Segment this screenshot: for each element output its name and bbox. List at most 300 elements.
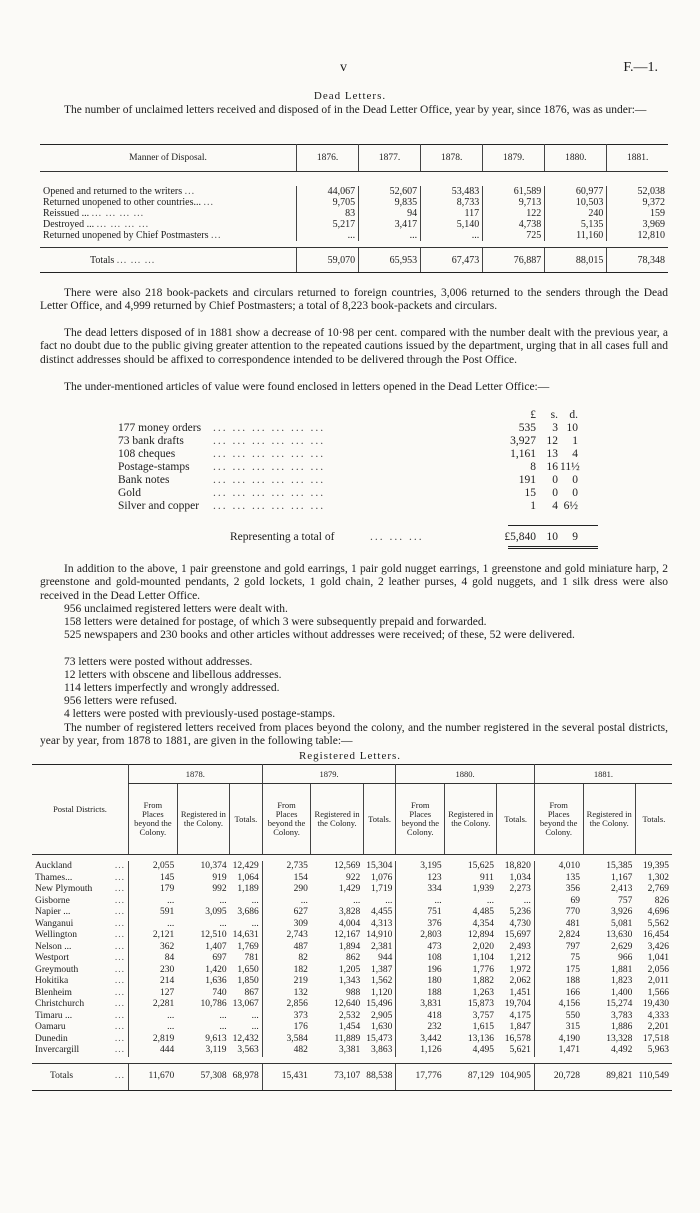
totals-label xyxy=(40,248,297,273)
registered-letters-title: Registered Letters. xyxy=(298,750,402,762)
table-cell: 1,566 xyxy=(647,987,669,998)
table-cell: 3,195 xyxy=(396,861,445,873)
table-row xyxy=(32,965,672,977)
table-cell: 1,823 xyxy=(611,976,633,987)
table-cell: 2,819 xyxy=(129,1034,178,1046)
table-cell: 61,589 xyxy=(483,186,545,197)
table-cell: 3,969 xyxy=(607,219,668,230)
table-cell: 2,856 xyxy=(262,999,311,1011)
district-cell xyxy=(32,896,129,908)
leader-dots: ... ... ... ... ... ... xyxy=(213,461,326,473)
district-name: Blenheim xyxy=(35,987,72,998)
table-cell: 154 xyxy=(262,873,311,885)
pence-value: 4 xyxy=(572,448,578,460)
table-cell: 10,786 xyxy=(200,999,227,1010)
table-row xyxy=(32,861,672,873)
pence-value: 1 xyxy=(572,435,578,447)
district-cell xyxy=(32,907,129,919)
total-cell: 67,473 xyxy=(421,248,483,273)
year-header: 1881. xyxy=(534,765,672,784)
table-cell: 16,454 xyxy=(642,930,669,941)
table-row xyxy=(32,919,672,931)
sub-header: Totals. xyxy=(363,784,396,855)
table-cell: 757 xyxy=(618,895,633,906)
table-cell: 1,776 xyxy=(472,964,494,975)
table-cell: ... xyxy=(523,895,531,906)
valuable-label: 73 bank drafts xyxy=(118,435,184,447)
table-cell: 19,704 xyxy=(504,999,531,1010)
decrease-paragraph: The dead letters disposed of in 1881 show a decrease of 10·98 per cent. compared with the number dealt with the previous year, a fact no doubt due to the public giving greater attention to the repeated cautions issued by the department, urging that in all cases full and distinct addresses should be affixed to correspondence intended to be delivered through the Post Office. xyxy=(40,327,668,366)
sub-header: Registered in the Colony. xyxy=(177,784,229,855)
sum-rule xyxy=(508,525,598,526)
table-cell: 1,167 xyxy=(611,872,633,883)
table-cell: 9,835 xyxy=(359,197,421,208)
total-cell: 57,308 xyxy=(177,1063,229,1090)
table-cell: 1,263 xyxy=(472,987,494,998)
sub-header: Registered in the Colony. xyxy=(311,784,363,855)
table-cell: 10,374 xyxy=(200,861,227,872)
table-cell: ... xyxy=(129,1022,178,1034)
district-name: New Plymouth xyxy=(35,884,93,895)
table-cell: 5,621 xyxy=(509,1045,531,1056)
table-cell: ... xyxy=(251,895,259,906)
district-cell xyxy=(32,873,129,885)
valuables-header xyxy=(118,409,598,422)
table-cell: 1,894 xyxy=(338,941,361,952)
row-label xyxy=(40,208,297,219)
district-cell xyxy=(32,976,129,988)
district-name: Dunedin xyxy=(35,1033,68,1044)
shillings-value: 12 xyxy=(546,435,558,447)
district-name: Napier ... xyxy=(35,907,71,918)
table-cell: 12,569 xyxy=(334,861,361,872)
table-row xyxy=(40,186,668,197)
table-cell: 725 xyxy=(483,230,545,241)
table-cell: 944 xyxy=(378,953,393,964)
pounds-header: £ xyxy=(530,409,536,421)
table-cell: 12,432 xyxy=(232,1033,259,1044)
table-cell: 4,738 xyxy=(483,219,545,230)
table-cell: 751 xyxy=(396,907,445,919)
shillings-value: 4 xyxy=(552,500,558,512)
summary-line: 4 letters were posted with previously-used postage-stamps. xyxy=(64,708,336,720)
table-cell: 4,333 xyxy=(647,1010,669,1021)
leader-dots: ... ... ... xyxy=(116,254,156,266)
valuable-label: Postage-stamps xyxy=(118,461,190,473)
table-cell: 16,578 xyxy=(504,1033,531,1044)
table-cell: 3,381 xyxy=(338,1045,361,1056)
table-cell: 373 xyxy=(262,1011,311,1023)
table-cell: 591 xyxy=(129,907,178,919)
district-name: Oamaru xyxy=(35,1022,66,1033)
table-cell: 1,650 xyxy=(237,964,259,975)
table-cell: 1,454 xyxy=(338,1022,361,1033)
totals-row xyxy=(32,1063,672,1090)
table-cell: 5,562 xyxy=(647,918,669,929)
table-cell: 334 xyxy=(396,884,445,896)
table-cell: 1,104 xyxy=(472,953,494,964)
spacer-row xyxy=(40,172,668,187)
totals-label-cell xyxy=(32,1063,129,1090)
total-pence: 9 xyxy=(572,531,578,543)
district-cell xyxy=(32,861,129,873)
table-cell: 12,510 xyxy=(200,930,227,941)
table-cell: 122 xyxy=(483,208,545,219)
row-label-text: Returned unopened to other countries... xyxy=(43,197,202,208)
table-cell: 1,343 xyxy=(338,976,361,987)
table-cell: 2,381 xyxy=(371,941,393,952)
table-cell: 12,429 xyxy=(232,861,259,872)
sub-header: Totals. xyxy=(230,784,263,855)
district-name: Christchurch xyxy=(35,999,85,1010)
table-cell: 418 xyxy=(396,1011,445,1023)
total-cell: 89,821 xyxy=(583,1063,635,1090)
table-cell: 2,532 xyxy=(338,1010,361,1021)
shillings-value: 13 xyxy=(546,448,558,460)
table-cell: ... xyxy=(219,1010,227,1021)
table-cell: 188 xyxy=(396,988,445,1000)
pounds-value: 15 xyxy=(524,487,536,499)
total-cell: 76,887 xyxy=(483,248,545,273)
column-header: Manner of Disposal. xyxy=(40,145,297,172)
table-cell: 214 xyxy=(129,976,178,988)
table-cell: 4,313 xyxy=(371,918,393,929)
table-cell: 911 xyxy=(480,872,494,883)
table-cell: 826 xyxy=(654,895,669,906)
table-row xyxy=(32,896,672,908)
table-cell: ... xyxy=(486,895,494,906)
table-cell: ... xyxy=(219,1022,227,1033)
table-cell: 1,041 xyxy=(647,953,669,964)
sub-header-row xyxy=(32,784,672,855)
table-cell: ... xyxy=(359,230,421,241)
leader-dots: ... xyxy=(114,1010,125,1021)
table-cell: 3,442 xyxy=(396,1034,445,1046)
table-cell: 53,483 xyxy=(421,186,483,197)
totals-row xyxy=(40,248,668,273)
table-cell: 3,686 xyxy=(237,907,259,918)
table-cell: 230 xyxy=(129,965,178,977)
pounds-value: 8 xyxy=(530,461,536,473)
table-cell: 1,189 xyxy=(237,884,259,895)
district-cell xyxy=(32,1045,129,1057)
total-cell: 17,776 xyxy=(396,1063,445,1090)
table-cell: 1,126 xyxy=(396,1045,445,1057)
valuables-row xyxy=(118,461,598,474)
table-cell: 1,719 xyxy=(371,884,393,895)
table-cell: 2,273 xyxy=(509,884,531,895)
total-cell: 110,549 xyxy=(635,1063,672,1090)
table-cell: 15,625 xyxy=(467,861,494,872)
table-cell: 9,372 xyxy=(607,197,668,208)
row-label xyxy=(40,219,297,230)
leader-dots: ... xyxy=(114,918,125,929)
table-cell: 182 xyxy=(262,965,311,977)
table-cell: 4,175 xyxy=(509,1010,531,1021)
year-header: 1878. xyxy=(129,765,263,784)
table-cell: 2,413 xyxy=(611,884,633,895)
spacer-cell xyxy=(40,172,668,187)
row-label-text: Opened and returned to the writers xyxy=(43,186,183,197)
table-cell: 1,407 xyxy=(205,941,227,952)
table-cell: 2,201 xyxy=(647,1022,669,1033)
table-cell: 1,847 xyxy=(509,1022,531,1033)
leader-dots: ... xyxy=(114,1033,125,1044)
year-header: 1879. xyxy=(483,145,545,172)
total-cell: 68,978 xyxy=(230,1063,263,1090)
total-label: Representing a total of xyxy=(230,531,335,543)
table-cell: 180 xyxy=(396,976,445,988)
table-cell: 12,640 xyxy=(334,999,361,1010)
table-row xyxy=(32,873,672,885)
valuables-row xyxy=(118,487,598,500)
table-cell: 1,076 xyxy=(371,872,393,883)
shillings-value: 16 xyxy=(546,461,558,473)
table-cell: 145 xyxy=(129,873,178,885)
table-cell: 84 xyxy=(129,953,178,965)
table-cell: 4,492 xyxy=(611,1045,633,1056)
table-cell: 1,302 xyxy=(647,872,669,883)
table-cell: 1,120 xyxy=(371,987,393,998)
table-cell: 69 xyxy=(534,896,583,908)
table-cell: 992 xyxy=(212,884,227,895)
table-cell: ... xyxy=(251,918,259,929)
district-name: Thames... xyxy=(35,872,73,883)
table-row xyxy=(40,208,668,219)
valuable-label: Gold xyxy=(118,487,141,499)
pounds-value: 191 xyxy=(518,474,536,486)
table-header-row xyxy=(40,145,668,172)
valuable-label: 108 cheques xyxy=(118,448,176,460)
table-cell: 4,730 xyxy=(509,918,531,929)
table-cell: ... xyxy=(129,896,178,908)
table-cell: 867 xyxy=(244,987,259,998)
district-cell xyxy=(32,930,129,942)
table-cell: 2,824 xyxy=(534,930,583,942)
table-cell: 1,400 xyxy=(611,987,633,998)
table-cell: 108 xyxy=(396,953,445,965)
summary-line: 114 letters imperfectly and wrongly addressed. xyxy=(64,682,280,694)
summary-line: 12 letters with obscene and libellous addresses. xyxy=(64,669,282,681)
table-cell: 2,281 xyxy=(129,999,178,1011)
table-cell: 135 xyxy=(534,873,583,885)
table-cell: 966 xyxy=(618,953,633,964)
district-name: Timaru ... xyxy=(35,1010,73,1021)
district-name: Auckland xyxy=(35,861,72,872)
table-cell: 5,140 xyxy=(421,219,483,230)
district-cell xyxy=(32,1034,129,1046)
sub-header: From Places beyond the Colony. xyxy=(129,784,178,855)
table-row xyxy=(40,230,668,241)
valuables-row xyxy=(118,435,598,448)
leader-dots: ... ... ... ... ... ... xyxy=(213,500,326,512)
valuables-total-row xyxy=(118,531,598,544)
table-cell: 17,518 xyxy=(642,1033,669,1044)
table-cell: 159 xyxy=(607,208,668,219)
table-cell: 123 xyxy=(396,873,445,885)
table-cell: 315 xyxy=(534,1022,583,1034)
table-cell: 5,236 xyxy=(509,907,531,918)
district-cell xyxy=(32,953,129,965)
book-packets-paragraph: There were also 218 book-packets and circulars returned to foreign countries, 3,006 returned to the senders through the Dead Letter Office, and 4,999 returned by Chief Postmasters; a total of 8,223 book-packets and circulars. xyxy=(40,287,668,313)
total-shillings: 10 xyxy=(546,531,558,543)
table-cell: 627 xyxy=(262,907,311,919)
leader-dots: ... xyxy=(114,1071,125,1081)
table-cell: 83 xyxy=(297,208,359,219)
table-cell: 1,212 xyxy=(509,953,531,964)
district-name: Hokitika xyxy=(35,976,69,987)
table-row xyxy=(32,1011,672,1023)
total-cell: 73,107 xyxy=(311,1063,363,1090)
table-cell: 10,503 xyxy=(545,197,607,208)
shillings-value: 3 xyxy=(552,422,558,434)
table-cell: 1,882 xyxy=(472,976,494,987)
table-cell: 1,886 xyxy=(611,1022,633,1033)
leader-dots: ... xyxy=(114,987,125,998)
table-cell: 2,493 xyxy=(509,941,531,952)
table-cell: 179 xyxy=(129,884,178,896)
table-cell: 2,011 xyxy=(647,976,669,987)
sub-header: From Places beyond the Colony. xyxy=(262,784,311,855)
district-name: Westport xyxy=(35,953,70,964)
table-cell: 94 xyxy=(359,208,421,219)
leader-dots: ... xyxy=(114,895,125,906)
leader-dots: ... xyxy=(114,884,125,895)
table-cell: 4,455 xyxy=(371,907,393,918)
table-cell: 3,584 xyxy=(262,1034,311,1046)
table-row xyxy=(40,197,668,208)
year-header-row xyxy=(32,765,672,784)
sub-header: Registered in the Colony. xyxy=(583,784,635,855)
table-cell: 309 xyxy=(262,919,311,931)
table-cell: 922 xyxy=(346,872,361,883)
table-cell: 1,615 xyxy=(472,1022,494,1033)
leader-dots: ... xyxy=(203,197,215,208)
year-header: 1877. xyxy=(359,145,421,172)
pence-value: 0 xyxy=(572,474,578,486)
table-cell: 4,190 xyxy=(534,1034,583,1046)
table-cell: 176 xyxy=(262,1022,311,1034)
summary-line: 73 letters were posted without addresses. xyxy=(64,656,253,668)
table-cell: 12,810 xyxy=(607,230,668,241)
table-cell: 481 xyxy=(534,919,583,931)
leader-dots: ... xyxy=(114,941,125,952)
table-cell: 2,735 xyxy=(262,861,311,873)
table-row xyxy=(32,999,672,1011)
table-cell: 1,064 xyxy=(237,872,259,883)
sub-header: Totals. xyxy=(497,784,534,855)
table-cell: 862 xyxy=(346,953,361,964)
table-cell: 75 xyxy=(534,953,583,965)
year-header: 1879. xyxy=(262,765,396,784)
table-cell: 770 xyxy=(534,907,583,919)
year-header: 1878. xyxy=(421,145,483,172)
table-cell: 1,630 xyxy=(371,1022,393,1033)
district-name: Nelson ... xyxy=(35,941,72,952)
row-label xyxy=(40,197,297,208)
table-cell: 15,697 xyxy=(504,930,531,941)
table-cell: 117 xyxy=(421,208,483,219)
table-cell: ... xyxy=(219,918,227,929)
table-cell: 2,803 xyxy=(396,930,445,942)
table-row xyxy=(32,930,672,942)
table-cell: 473 xyxy=(396,942,445,954)
district-name: Gisborne xyxy=(35,895,70,906)
summary-line: 956 letters were refused. xyxy=(64,695,178,707)
table-cell: 166 xyxy=(534,988,583,1000)
table-cell: 15,873 xyxy=(467,999,494,1010)
leader-dots: ... xyxy=(114,976,125,987)
table-cell: 11,889 xyxy=(334,1033,361,1044)
summary-line: 956 unclaimed registered letters were dealt with. xyxy=(64,603,288,615)
district-header: Postal Districts. xyxy=(32,765,129,855)
table-cell: 356 xyxy=(534,884,583,896)
table-cell: 3,426 xyxy=(647,941,669,952)
dead-letters-intro: The number of unclaimed letters received and disposed of in the Dead Letter Office, year by year, since 1876, was as under:— xyxy=(64,104,647,116)
table-cell: 19,395 xyxy=(642,861,669,872)
table-cell: 13,136 xyxy=(467,1033,494,1044)
table-cell: 4,696 xyxy=(647,907,669,918)
table-cell: 19,430 xyxy=(642,999,669,1010)
leader-dots: ... ... ... xyxy=(370,531,424,543)
table-cell: 3,119 xyxy=(205,1045,227,1056)
total-cell: 15,431 xyxy=(262,1063,311,1090)
sub-header: From Places beyond the Colony. xyxy=(396,784,445,855)
row-label-text: Destroyed ... xyxy=(43,219,95,230)
table-cell: 4,004 xyxy=(338,918,361,929)
table-cell: 15,274 xyxy=(606,999,633,1010)
table-cell: 362 xyxy=(129,942,178,954)
pounds-value: 1,161 xyxy=(510,448,536,460)
district-cell xyxy=(32,919,129,931)
table-cell: 1,387 xyxy=(371,964,393,975)
total-cell: 59,070 xyxy=(297,248,359,273)
pence-value: 10 xyxy=(566,422,578,434)
table-cell: 2,062 xyxy=(509,976,531,987)
table-cell: ... xyxy=(396,896,445,908)
leader-dots: ... ... ... ... ... ... xyxy=(213,487,326,499)
table-cell: 2,629 xyxy=(611,941,633,952)
table-cell: 2,743 xyxy=(262,930,311,942)
table-cell: 5,135 xyxy=(545,219,607,230)
leader-dots: ... ... ... ... xyxy=(96,219,150,230)
table-cell: 1,420 xyxy=(205,964,227,975)
table-cell: ... xyxy=(129,1011,178,1023)
table-cell: 1,205 xyxy=(338,964,361,975)
table-cell: 13,630 xyxy=(606,930,633,941)
table-cell: 988 xyxy=(346,987,361,998)
leader-dots: ... xyxy=(211,230,222,241)
table-row xyxy=(32,953,672,965)
district-cell xyxy=(32,942,129,954)
table-cell: ... xyxy=(219,895,227,906)
year-header: 1876. xyxy=(297,145,359,172)
total-pounds: £5,840 xyxy=(504,531,536,543)
total-cell: 88,538 xyxy=(363,1063,396,1090)
table-cell: 3,757 xyxy=(472,1010,494,1021)
table-cell: 797 xyxy=(534,942,583,954)
table-cell: 1,471 xyxy=(534,1045,583,1057)
shillings-value: 0 xyxy=(552,487,558,499)
totals-label: Totals xyxy=(50,1071,74,1081)
valuables-row xyxy=(118,474,598,487)
row-label xyxy=(40,230,297,241)
table-cell: 14,910 xyxy=(366,930,393,941)
table-cell: 919 xyxy=(212,872,227,883)
total-cell: 104,905 xyxy=(497,1063,534,1090)
table-cell: 15,496 xyxy=(366,999,393,1010)
table-cell: 3,095 xyxy=(205,907,227,918)
